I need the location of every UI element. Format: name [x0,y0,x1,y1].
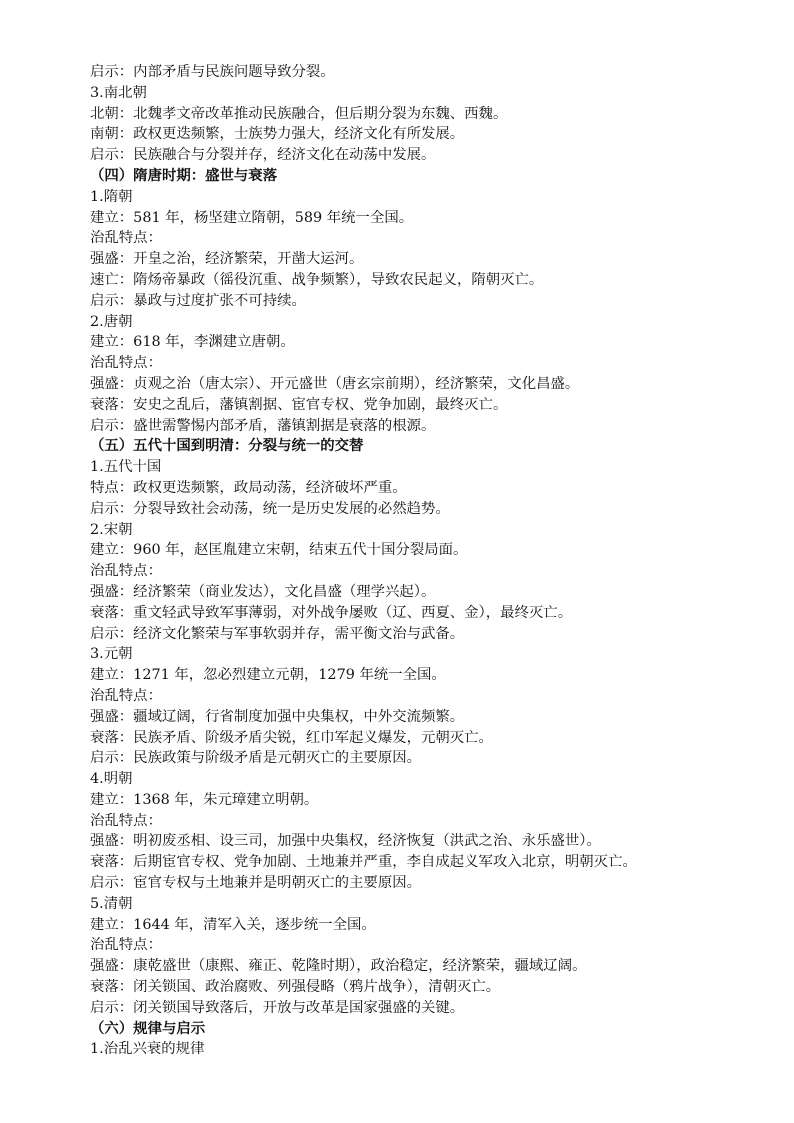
text-line: 启示：经济文化繁荣与军事软弱并存，需平衡文治与武备。 [90,625,465,642]
text-line: 北朝：北魏孝文帝改革推动民族融合，但后期分裂为东魏、西魏。 [90,105,508,122]
text-line: 治乱特点： [90,812,162,829]
text-line: 建立：581 年，杨坚建立隋朝，589 年统一全国。 [90,209,414,226]
text-line: 启示：内部矛盾与民族问题导致分裂。 [90,64,335,80]
section-heading: （六）规律与启示 [90,1019,206,1037]
text-line: 2.唐朝 [90,313,133,330]
text-line: 建立：960 年，赵匡胤建立宋朝，结束五代十国分裂局面。 [90,542,468,559]
text-line: 2.宋朝 [90,521,133,538]
text-line: 3.南北朝 [90,84,147,101]
text-line: 强盛：贞观之治（唐太宗）、开元盛世（唐玄宗前期），经济繁荣，文化昌盛。 [90,375,580,392]
document-body [90,62,770,1060]
text-line: 强盛：开皇之治，经济繁荣，开凿大运河。 [90,251,364,268]
text-line: 启示：宦官专权与土地兼并是明朝灭亡的主要原因。 [90,875,421,892]
section-heading: （五）五代十国到明清：分裂与统一的交替 [90,437,364,455]
text-line: 衰落：闭关锁国、政治腐败、列强侵略（鸦片战争），清朝灭亡。 [90,979,501,996]
text-line: 建立：1271 年，忽必烈建立元朝，1279 年统一全国。 [90,667,446,684]
text-line: 强盛：康乾盛世（康熙、雍正、乾隆时期），政治稳定，经济繁荣，疆域辽阔。 [90,958,587,975]
text-line: 1.隋朝 [90,188,133,205]
text-line: 衰落：安史之乱后，藩镇割据、宦官专权、党争加剧，最终灭亡。 [90,396,508,413]
text-line: 启示：分裂导致社会动荡，统一是历史发展的必然趋势。 [90,500,450,517]
text-line: 强盛：经济繁荣（商业发达），文化昌盛（理学兴起）。 [90,583,436,600]
text-line: 强盛：疆域辽阔，行省制度加强中央集权，中外交流频繁。 [90,708,465,725]
text-line: 启示：民族融合与分裂并存，经济文化在动荡中发展。 [90,147,436,164]
text-line: 4.明朝 [90,771,133,788]
text-line: 南朝：政权更迭频繁，士族势力强大，经济文化有所发展。 [90,126,465,143]
text-line: 衰落：重文轻武导致军事薄弱，对外战争屡败（辽、西夏、金），最终灭亡。 [90,604,573,621]
text-line: 强盛：明初废丞相、设三司，加强中央集权，经济恢复（洪武之治、永乐盛世）。 [90,833,601,850]
section-heading: （四）隋唐时期：盛世与衰落 [90,166,278,184]
text-line: 速亡：隋炀帝暴政（徭役沉重、战争频繁），导致农民起义，隋朝灭亡。 [90,271,544,288]
text-line: 启示：闭关锁国导致落后，开放与改革是国家强盛的关键。 [90,999,465,1016]
text-line: 治乱特点： [90,355,162,372]
text-line: 启示：盛世需警惕内部矛盾，藩镇割据是衰落的根源。 [90,417,436,434]
text-line: 1.五代十国 [90,459,162,476]
text-line: 建立：618 年，李渊建立唐朝。 [90,334,295,351]
text-line: 建立：1368 年，朱元璋建立明朝。 [90,791,319,808]
text-line: 治乱特点： [90,230,162,247]
text-line: 1.治乱兴衰的规律 [90,1041,205,1058]
text-line: 衰落：后期宦官专权、党争加剧、土地兼并严重，李自成起义军攻入北京，明朝灭亡。 [90,854,637,871]
text-line: 启示：暴政与过度扩张不可持续。 [90,292,306,309]
text-line: 启示：民族政策与阶级矛盾是元朝灭亡的主要原因。 [90,750,421,767]
text-line: 3.元朝 [90,646,133,663]
text-line: 建立：1644 年，清军入关，逐步统一全国。 [90,916,376,933]
text-line: 治乱特点： [90,563,162,580]
text-line: 特点：政权更迭频繁，政局动荡，经济破坏严重。 [90,479,407,496]
text-line: 治乱特点： [90,687,162,704]
text-line: 5.清朝 [90,895,133,912]
text-line: 治乱特点： [90,937,162,954]
text-line: 衰落：民族矛盾、阶级矛盾尖锐，红巾军起义爆发，元朝灭亡。 [90,729,493,746]
